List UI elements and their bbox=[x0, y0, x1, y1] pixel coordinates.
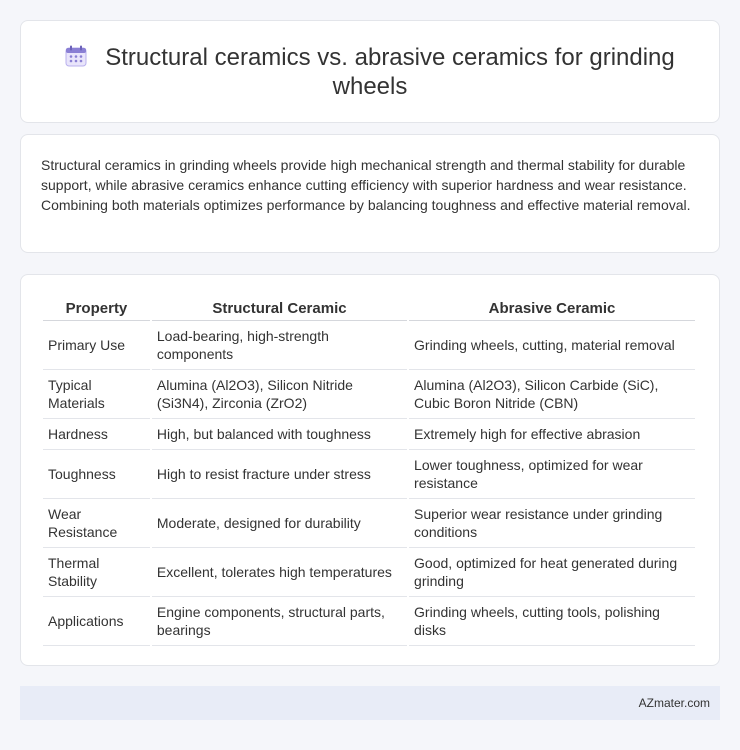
table-row bbox=[43, 499, 695, 548]
comparison-table-card bbox=[20, 274, 720, 666]
header-property: Property bbox=[43, 295, 150, 321]
page-title bbox=[51, 43, 689, 101]
row-abrasive: Grinding wheels, cutting tools, polishing disks bbox=[409, 597, 695, 646]
row-structural: Excellent, tolerates high temperatures bbox=[152, 548, 407, 597]
calendar-icon bbox=[65, 45, 87, 67]
row-property: Thermal Stability bbox=[43, 548, 150, 597]
table-header-row bbox=[43, 295, 695, 321]
row-abrasive: Superior wear resistance under grinding conditions bbox=[409, 499, 695, 548]
row-property: Wear Resistance bbox=[43, 499, 150, 548]
row-property: Applications bbox=[43, 597, 150, 646]
table-row bbox=[43, 450, 695, 499]
row-structural: High, but balanced with toughness bbox=[152, 419, 407, 450]
row-property: Toughness bbox=[43, 450, 150, 499]
row-abrasive: Grinding wheels, cutting, material removal bbox=[409, 321, 695, 370]
row-structural: Engine components, structural parts, bearings bbox=[152, 597, 407, 646]
header-abrasive: Abrasive Ceramic bbox=[409, 295, 695, 321]
table-row bbox=[43, 370, 695, 419]
row-structural: Moderate, designed for durability bbox=[152, 499, 407, 548]
table-row bbox=[43, 548, 695, 597]
title-card bbox=[20, 20, 720, 123]
row-structural: High to resist fracture under stress bbox=[152, 450, 407, 499]
table-row bbox=[43, 597, 695, 646]
row-abrasive: Lower toughness, optimized for wear resistance bbox=[409, 450, 695, 499]
summary-text: Structural ceramics in grinding wheels provide high mechanical strength and thermal stability for durable support, while abrasive ceramics enhance cutting efficiency with superior hardness and wear resistance. Combining both materials optimizes performance by balancing toughness and effective material removal. bbox=[41, 157, 691, 213]
row-property: Primary Use bbox=[43, 321, 150, 370]
table-row bbox=[43, 419, 695, 450]
row-structural: Load-bearing, high-strength components bbox=[152, 321, 407, 370]
header-structural: Structural Ceramic bbox=[152, 295, 407, 321]
footer-brand: AZmater.com bbox=[638, 696, 710, 710]
summary-card bbox=[20, 134, 720, 253]
row-structural: Alumina (Al2O3), Silicon Nitride (Si3N4), Zirconia (ZrO2) bbox=[152, 370, 407, 419]
page-title-text: Structural ceramics vs. abrasive ceramics for grinding wheels bbox=[105, 43, 675, 100]
table-row bbox=[43, 321, 695, 370]
row-abrasive: Good, optimized for heat generated during grinding bbox=[409, 548, 695, 597]
row-property: Hardness bbox=[43, 419, 150, 450]
row-property: Typical Materials bbox=[43, 370, 150, 419]
comparison-table bbox=[41, 295, 697, 646]
row-abrasive: Extremely high for effective abrasion bbox=[409, 419, 695, 450]
row-abrasive: Alumina (Al2O3), Silicon Carbide (SiC), Cubic Boron Nitride (CBN) bbox=[409, 370, 695, 419]
footer-bar bbox=[20, 686, 720, 720]
